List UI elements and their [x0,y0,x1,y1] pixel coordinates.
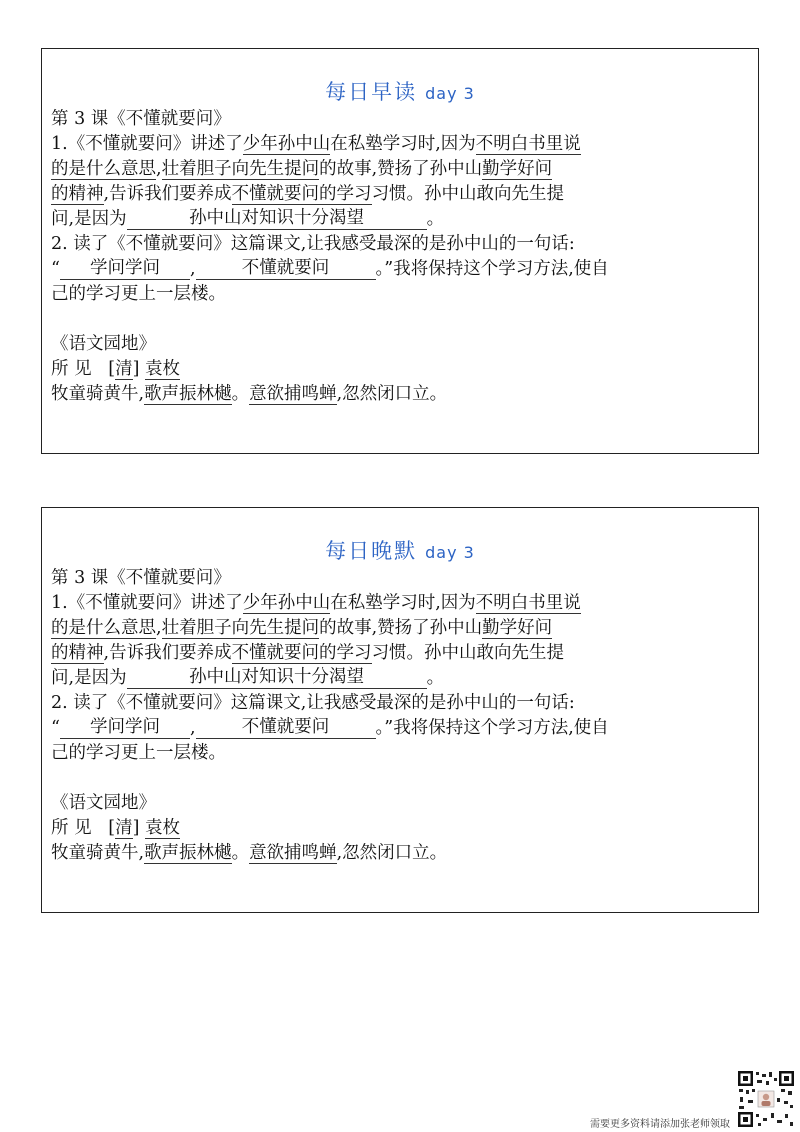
section-heading: 《语文园地》 [51,793,156,813]
question-1-line-1: 1.《不懂就要问》讲述了少年孙中山在私塾学习时,因为不明白书里说 [51,134,581,154]
poem-title: 所 见 [51,818,92,838]
question-1-line-3: 的精神,告诉我们要养成不懂就要问的学习习惯。孙中山敢向先生提 [51,643,565,663]
day-label: day 3 [425,543,475,562]
answer-blank: 孙中山对知识十分渴望 [127,207,427,230]
question-2-line-1: 2. 读了《不懂就要问》这篇课文,让我感受最深的是孙中山的一句话: [51,234,575,254]
answer-blank: 学问学问 [60,257,190,280]
question-1-line-1: 1.《不懂就要问》讲述了少年孙中山在私塾学习时,因为不明白书里说 [51,593,581,613]
answer-underline: 的是什么意思 [51,618,156,638]
answer-underline: 勤学好问 [482,618,553,638]
answer-underline: 意欲捕鸣蝉 [249,843,337,863]
question-1-line-4: 问,是因为 孙中山对知识十分渴望 。 [51,208,445,229]
section-heading: 《语文园地》 [51,334,156,354]
poem-author: 袁枚 [145,359,181,379]
dynasty: 清 [115,359,133,379]
question-1-line-4: 问,是因为 孙中山对知识十分渴望 。 [51,667,445,688]
answer-underline: 不懂就要问的学习 [231,184,372,204]
question-2-line-3: 己的学习更上一层楼。 [51,284,226,304]
question-1-line-2: 的是什么意思,壮着胆子向先生提问的故事,赞扬了孙中山勤学好问 [51,159,553,179]
card-content [42,566,758,866]
answer-blank: 不懂就要问 [196,257,376,280]
answer-underline: 少年孙中山 [242,134,331,154]
poem-body: 牧童骑黄牛,歌声振林樾。意欲捕鸣蝉,忽然闭口立。 [51,843,448,863]
answer-underline: 壮着胆子向先生提问 [161,618,320,638]
question-1-line-2: 的是什么意思,壮着胆子向先生提问的故事,赞扬了孙中山勤学好问 [51,618,553,638]
card-title: 每日早读 day 3 [325,80,475,104]
card-content [42,107,758,407]
answer-underline: 的是什么意思 [51,159,156,179]
answer-blank: 孙中山对知识十分渴望 [127,666,427,689]
question-2-line-1: 2. 读了《不懂就要问》这篇课文,让我感受最深的是孙中山的一句话: [51,693,575,713]
answer-underline: 的精神 [51,184,104,204]
question-2-line-2: “ 学问学问 , 不懂就要问 。”我将保持这个学习方法,使自 [51,258,609,279]
morning-reading-card [41,48,759,454]
answer-underline: 歌声振林樾 [144,384,232,404]
answer-blank: 学问学问 [60,716,190,739]
answer-underline: 壮着胆子向先生提问 [161,159,320,179]
answer-underline: 意欲捕鸣蝉 [249,384,337,404]
answer-underline: 不明白书里说 [475,593,581,613]
answer-underline: 不明白书里说 [475,134,581,154]
answer-underline: 少年孙中山 [242,593,331,613]
footer-note: 需要更多资料请添加张老师领取 [590,1119,730,1130]
day-label: day 3 [425,84,475,103]
answer-underline: 的精神 [51,643,104,663]
poem-title-line: 所 见 [清] 袁枚 [51,359,181,379]
poem-title: 所 见 [51,359,92,379]
answer-blank: 不懂就要问 [196,716,376,739]
question-1-line-3: 的精神,告诉我们要养成不懂就要问的学习习惯。孙中山敢向先生提 [51,184,565,204]
qr-code-icon [737,1070,795,1128]
dynasty: 清 [115,818,133,838]
card-title: 每日晚默 day 3 [325,539,475,563]
lesson-heading: 第 3 课《不懂就要问》 [51,568,231,588]
question-2-line-2: “ 学问学问 , 不懂就要问 。”我将保持这个学习方法,使自 [51,717,609,738]
poem-body: 牧童骑黄牛,歌声振林樾。意欲捕鸣蝉,忽然闭口立。 [51,384,448,404]
question-2-line-3: 己的学习更上一层楼。 [51,743,226,763]
answer-underline: 勤学好问 [482,159,553,179]
answer-underline: 不懂就要问的学习 [231,643,372,663]
poem-title-line: 所 见 [清] 袁枚 [51,818,181,838]
evening-dictation-card [41,507,759,913]
lesson-heading: 第 3 课《不懂就要问》 [51,109,231,129]
poem-author: 袁枚 [145,818,181,838]
answer-underline: 歌声振林樾 [144,843,232,863]
